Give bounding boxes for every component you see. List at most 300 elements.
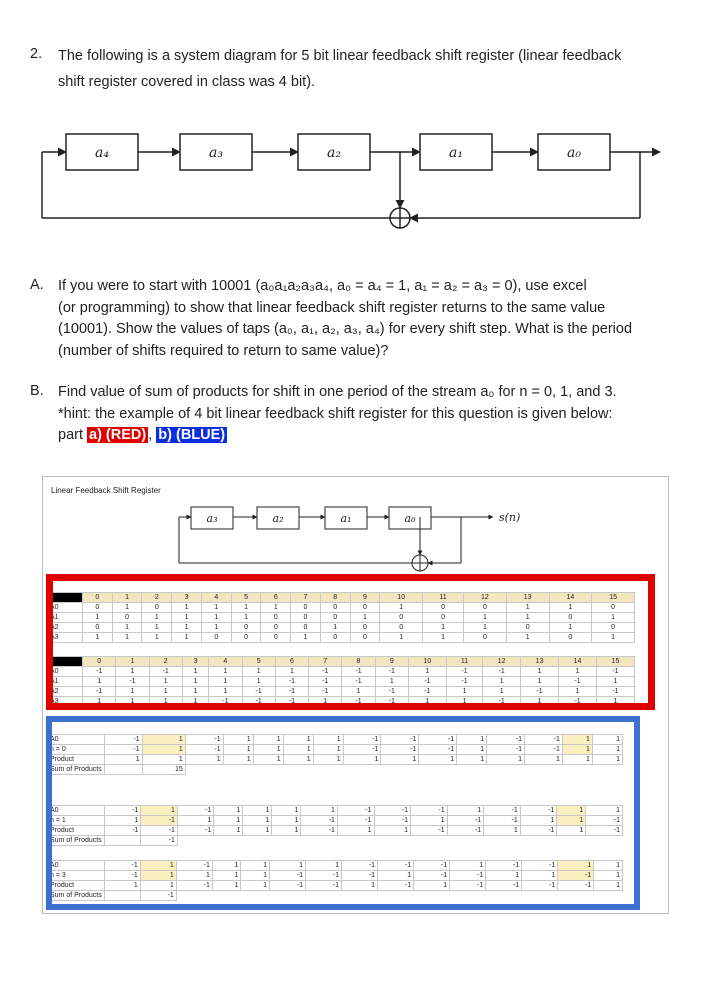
- table-cell: -1: [484, 816, 521, 826]
- table-cell: 0: [231, 633, 261, 643]
- table-cell: -1: [558, 881, 594, 891]
- table-cell: -1: [419, 745, 457, 755]
- table-cell: -1: [450, 881, 486, 891]
- table-cell: 1: [182, 697, 208, 707]
- table-cell: -1: [104, 826, 141, 836]
- table-cell: 0: [320, 603, 350, 613]
- row-label: Product: [48, 826, 105, 836]
- table-cell: -1: [483, 667, 521, 677]
- register-a2: a₂: [327, 145, 341, 161]
- header-cell: 9: [350, 593, 380, 603]
- table-cell: 1: [223, 735, 253, 745]
- table-cell: 1: [350, 613, 380, 623]
- row-label: A2: [48, 687, 83, 697]
- row-label: A0: [48, 806, 105, 816]
- table-cell: -1: [306, 871, 342, 881]
- table-cell: 1: [182, 687, 208, 697]
- table-cell: -1: [411, 806, 448, 816]
- table-cell: 1: [506, 633, 549, 643]
- table-cell: 1: [214, 826, 243, 836]
- table-cell: 1: [596, 677, 634, 687]
- table-cell: -1: [116, 677, 149, 687]
- table-cell: 1: [506, 613, 549, 623]
- table-cell: 1: [272, 826, 301, 836]
- table-cell: -1: [177, 806, 214, 816]
- table-cell: 0: [549, 633, 592, 643]
- table-cell: 1: [142, 735, 185, 745]
- table-cell: -1: [176, 861, 212, 871]
- table-cell: -1: [342, 667, 375, 677]
- header-cell: 11: [446, 657, 482, 667]
- table-cell: -1: [269, 871, 305, 881]
- table-cell: 1: [243, 806, 272, 816]
- table-cell: 1: [83, 677, 116, 687]
- table-cell: -1: [586, 816, 623, 826]
- table-cell: -1: [522, 861, 558, 871]
- table-cell: 1: [104, 816, 141, 826]
- part-b-label: B.: [30, 383, 44, 399]
- table-cell: 1: [557, 806, 586, 816]
- table-cell: 1: [457, 735, 487, 745]
- table-cell: 1: [594, 871, 623, 881]
- table-cell: 1: [253, 755, 283, 765]
- header-cell: 10: [380, 593, 423, 603]
- table-cell: 1: [112, 603, 142, 613]
- table-cell: -1: [484, 806, 521, 816]
- table-cell: -1: [269, 881, 305, 891]
- table-cell: 1: [142, 623, 172, 633]
- table-cell: 1: [557, 816, 586, 826]
- sheet-register-a2: a₂: [272, 512, 284, 525]
- table-cell: 1: [142, 613, 172, 623]
- table-cell: -1: [447, 826, 484, 836]
- part-a-label: A.: [30, 277, 44, 293]
- sum-label: Sum of Products: [48, 836, 105, 846]
- row-label: n = 0: [48, 745, 105, 755]
- header-cell: 2: [149, 657, 182, 667]
- table-cell: 0: [261, 613, 291, 623]
- table-cell: 1: [291, 633, 321, 643]
- table-cell: 0: [261, 633, 291, 643]
- question-line-1: The following is a system diagram for 5 bit linear feedback shift register (linear feedback: [58, 48, 622, 64]
- table-cell: 1: [269, 861, 305, 871]
- table-cell: -1: [343, 735, 381, 745]
- table-cell: 1: [116, 687, 149, 697]
- register-a3: a₃: [209, 145, 223, 161]
- table-cell: 1: [408, 667, 446, 677]
- question-line-2: shift register covered in class was 4 bit).: [58, 74, 316, 90]
- table-cell: -1: [83, 667, 116, 677]
- table-cell: -1: [381, 745, 419, 755]
- table-cell: -1: [520, 826, 557, 836]
- table-cell: 1: [447, 806, 484, 816]
- table-cell: 0: [549, 613, 592, 623]
- table-cell: 0: [320, 633, 350, 643]
- table-cell: 0: [464, 633, 507, 643]
- table-cell: 1: [423, 633, 464, 643]
- header-cell: 15: [596, 657, 634, 667]
- blue-label: b) (BLUE): [158, 427, 226, 443]
- table-cell: -1: [306, 881, 342, 891]
- table-cell: 0: [112, 613, 142, 623]
- header-cell: 4: [201, 593, 231, 603]
- table-cell: 1: [172, 603, 202, 613]
- table-cell: -1: [301, 826, 338, 836]
- table-cell: 1: [337, 826, 374, 836]
- header-cell: 4: [209, 657, 242, 667]
- table-cell: -1: [559, 697, 597, 707]
- row-label: A1: [48, 677, 83, 687]
- table-cell: 0: [261, 623, 291, 633]
- table-cell: 1: [172, 633, 202, 643]
- table-cell: 1: [380, 603, 423, 613]
- table-cell: 1: [549, 623, 592, 633]
- table-cell: -1: [242, 687, 275, 697]
- table-cell: 1: [525, 755, 563, 765]
- table-cell: -1: [446, 667, 482, 677]
- table-cell: 1: [562, 745, 592, 755]
- table-cell: 1: [592, 735, 622, 745]
- header-cell: 0: [83, 657, 116, 667]
- table-cell: -1: [83, 687, 116, 697]
- table-cell: 1: [104, 755, 142, 765]
- table-cell: -1: [104, 861, 140, 871]
- table-cell: -1: [309, 667, 342, 677]
- header-cell: 2: [142, 593, 172, 603]
- table-cell: 1: [549, 603, 592, 613]
- sum-value: -1: [140, 891, 176, 901]
- sheet-title: Linear Feedback Shift Register: [51, 486, 161, 495]
- table-cell: 1: [309, 697, 342, 707]
- table-cell: 1: [83, 613, 113, 623]
- register-a0: a₀: [567, 145, 581, 161]
- table-cell: 1: [116, 667, 149, 677]
- table-cell: -1: [176, 881, 212, 891]
- table-cell: 0: [291, 623, 321, 633]
- table-cell: -1: [104, 735, 142, 745]
- table-cell: 1: [242, 667, 275, 677]
- header-cell: 6: [275, 657, 308, 667]
- table-cell: 1: [243, 816, 272, 826]
- header-cell: 13: [506, 593, 549, 603]
- table-cell: 1: [596, 697, 634, 707]
- table-cell: -1: [419, 735, 457, 745]
- part-b-text: Find value of sum of products for shift in one period of the stream a₀ for n = 0, 1, and 3. *hint: the example of 4 bit linear feedback shift register for this question is given below: part a) (RED) , b) (BLUE): [58, 384, 617, 443]
- table-cell: 1: [140, 871, 176, 881]
- table-cell: -1: [375, 667, 408, 677]
- table-cell: -1: [411, 826, 448, 836]
- sum-label: Sum of Products: [48, 891, 105, 901]
- table-cell: 0: [380, 613, 423, 623]
- row-label: A0: [48, 603, 83, 613]
- table-cell: 1: [272, 816, 301, 826]
- table-cell: 0: [350, 603, 380, 613]
- table-cell: 1: [209, 677, 242, 687]
- table-cell: 1: [104, 881, 140, 891]
- header-cell: 10: [408, 657, 446, 667]
- table-cell: 1: [306, 861, 342, 871]
- table-cell: 1: [521, 667, 559, 677]
- table-cell: -1: [375, 687, 408, 697]
- table-cell: -1: [242, 697, 275, 707]
- table-cell: 1: [586, 806, 623, 816]
- table-cell: 1: [592, 755, 622, 765]
- table-cell: -1: [104, 806, 141, 816]
- row-label: A3: [48, 697, 83, 707]
- table-cell: 1: [592, 745, 622, 755]
- table-cell: 1: [223, 745, 253, 755]
- table-cell: 1: [272, 806, 301, 816]
- table-cell: 1: [522, 871, 558, 881]
- header-cell: 11: [423, 593, 464, 603]
- table-cell: -1: [185, 745, 223, 755]
- table-cell: -1: [486, 881, 522, 891]
- table-cell: 1: [411, 816, 448, 826]
- table-cell: 1: [446, 687, 482, 697]
- table-cell: -1: [177, 826, 214, 836]
- table-cell: 1: [172, 613, 202, 623]
- table-cell: -1: [342, 697, 375, 707]
- table-cell: 1: [201, 613, 231, 623]
- header-cell: 14: [559, 657, 597, 667]
- table-cell: 1: [446, 697, 482, 707]
- table-cell: -1: [275, 687, 308, 697]
- table-cell: -1: [275, 677, 308, 687]
- header-cell: 5: [242, 657, 275, 667]
- table-cell: 1: [116, 697, 149, 707]
- table-cell: -1: [559, 677, 597, 687]
- table-cell: 1: [212, 881, 241, 891]
- table-cell: 1: [375, 677, 408, 687]
- table-cell: 1: [261, 603, 291, 613]
- table-cell: -1: [381, 735, 419, 745]
- table-cell: 1: [231, 603, 261, 613]
- header-cell: 3: [182, 657, 208, 667]
- table-cell: -1: [337, 816, 374, 826]
- table-cell: 1: [457, 755, 487, 765]
- table-cell: -1: [104, 871, 140, 881]
- table-cell: 0: [142, 603, 172, 613]
- table-cell: -1: [342, 677, 375, 687]
- header-cell: 6: [261, 593, 291, 603]
- table-cell: 0: [83, 603, 113, 613]
- table-cell: 1: [241, 861, 270, 871]
- row-label: A0: [48, 861, 105, 871]
- table-cell: -1: [487, 745, 525, 755]
- table-cell: 1: [209, 667, 242, 677]
- table-cell: 1: [253, 735, 283, 745]
- table-cell: 1: [201, 623, 231, 633]
- table-cell: 1: [212, 871, 241, 881]
- table-cell: 0: [592, 623, 635, 633]
- header-cell: 15: [592, 593, 635, 603]
- table-cell: 1: [557, 826, 586, 836]
- row-label: A1: [48, 613, 83, 623]
- table-cell: 1: [381, 755, 419, 765]
- table-cell: 1: [592, 633, 635, 643]
- table-cell: 1: [231, 613, 261, 623]
- table-cell: 1: [283, 745, 313, 755]
- table-cell: 1: [242, 677, 275, 687]
- header-cell: 0: [83, 593, 113, 603]
- table-cell: 1: [457, 745, 487, 755]
- table-cell: -1: [447, 816, 484, 826]
- table-cell: 1: [521, 697, 559, 707]
- header-cell: 7: [309, 657, 342, 667]
- table-cell: 0: [506, 623, 549, 633]
- table-cell: 1: [450, 861, 486, 871]
- table-cell: 0: [350, 633, 380, 643]
- table-cell: 1: [177, 816, 214, 826]
- question-number: 2.: [30, 46, 43, 62]
- table-cell: 1: [562, 735, 592, 745]
- table-cell: -1: [525, 735, 563, 745]
- table-cell: 1: [380, 633, 423, 643]
- table-cell: 1: [142, 745, 185, 755]
- table-cell: 1: [112, 633, 142, 643]
- table-cell: 1: [201, 603, 231, 613]
- table-cell: 1: [313, 755, 343, 765]
- sheet-output-label: s(n): [499, 511, 521, 524]
- row-label: n = 1: [48, 816, 105, 826]
- row-label: A2: [48, 623, 83, 633]
- table-cell: -1: [342, 871, 378, 881]
- table-cell: -1: [596, 687, 634, 697]
- sum-label: Sum of Products: [48, 765, 105, 775]
- table-cell: 1: [176, 871, 212, 881]
- table-cell: 1: [253, 745, 283, 755]
- header-cell: 8: [342, 657, 375, 667]
- table-cell: 1: [486, 871, 522, 881]
- register-a1: a₁: [449, 145, 463, 161]
- table-cell: 0: [350, 623, 380, 633]
- table-cell: -1: [446, 677, 482, 687]
- table-cell: 1: [592, 613, 635, 623]
- table-cell: 0: [423, 603, 464, 613]
- table-cell: 1: [594, 861, 623, 871]
- header-cell: 5: [231, 593, 261, 603]
- table-cell: 1: [214, 806, 243, 816]
- table-cell: 1: [223, 755, 253, 765]
- table-cell: -1: [520, 806, 557, 816]
- table-cell: 1: [483, 687, 521, 697]
- table-cell: -1: [375, 697, 408, 707]
- table-cell: -1: [596, 667, 634, 677]
- table-cell: -1: [309, 687, 342, 697]
- table-cell: -1: [450, 871, 486, 881]
- lfsr-diagram: [0, 112, 727, 252]
- table-cell: 1: [562, 755, 592, 765]
- table-cell: 1: [558, 861, 594, 871]
- table-cell: 1: [83, 633, 113, 643]
- header-cell: 3: [172, 593, 202, 603]
- table-cell: 0: [380, 623, 423, 633]
- row-label: A0: [48, 735, 105, 745]
- table-cell: -1: [275, 697, 308, 707]
- table-cell: 1: [521, 677, 559, 687]
- row-label: A0: [48, 667, 83, 677]
- table-cell: 1: [506, 603, 549, 613]
- header-cell: 9: [375, 657, 408, 667]
- table-cell: -1: [525, 745, 563, 755]
- table-cell: 1: [142, 633, 172, 643]
- table-cell: 1: [378, 871, 414, 881]
- table-cell: 1: [149, 687, 182, 697]
- table-cell: 1: [343, 755, 381, 765]
- table-cell: 1: [483, 677, 521, 687]
- table-cell: -1: [337, 806, 374, 816]
- table-cell: 1: [313, 735, 343, 745]
- table-cell: -1: [414, 871, 450, 881]
- table-cell: 1: [185, 755, 223, 765]
- table-cell: -1: [209, 697, 242, 707]
- table-cell: 1: [464, 613, 507, 623]
- register-a4: a₄: [95, 145, 109, 161]
- table-cell: 1: [140, 861, 176, 871]
- table-cell: -1: [414, 861, 450, 871]
- table-cell: 1: [414, 881, 450, 891]
- table-cell: 1: [140, 881, 176, 891]
- table-cell: -1: [487, 735, 525, 745]
- table-cell: 1: [141, 806, 178, 816]
- table-cell: -1: [104, 745, 142, 755]
- sheet-register-a1: a₁: [340, 512, 352, 525]
- table-cell: 1: [172, 623, 202, 633]
- table-cell: 1: [283, 755, 313, 765]
- table-cell: 0: [291, 603, 321, 613]
- table-cell: 1: [283, 735, 313, 745]
- table-cell: 1: [241, 871, 270, 881]
- header-cell: 1: [112, 593, 142, 603]
- table-cell: 1: [241, 881, 270, 891]
- table-cell: 1: [313, 745, 343, 755]
- header-cell: 13: [521, 657, 559, 667]
- part-a-text: If you were to start with 10001 (a₀a₁a₂a₃a₄, a₀ = a₄ = 1, a₁ = a₂ = a₃ = 0), use excel (or programming) to show that linear feedback shift register returns to the same value (10001). Show the values of taps (a₀, a₁, a₂, a₃, a₄) for every shift step. What is the period (number of shifts required to return to same value)?: [58, 278, 633, 359]
- table-cell: 1: [320, 623, 350, 633]
- table-cell: 1: [342, 687, 375, 697]
- table-cell: -1: [483, 697, 521, 707]
- table-cell: 1: [374, 826, 411, 836]
- table-cell: 0: [201, 633, 231, 643]
- table-cell: 1: [423, 623, 464, 633]
- table-cell: -1: [374, 816, 411, 826]
- table-cell: 1: [209, 687, 242, 697]
- sheet-register-a0: a₀: [404, 512, 416, 525]
- table-cell: -1: [309, 677, 342, 687]
- table-cell: 1: [243, 826, 272, 836]
- table-cell: -1: [301, 816, 338, 826]
- blue-highlight-box: [46, 716, 640, 910]
- header-cell: 12: [464, 593, 507, 603]
- table-cell: 1: [212, 861, 241, 871]
- header-cell: 8: [320, 593, 350, 603]
- header-cell: 7: [291, 593, 321, 603]
- table-cell: -1: [141, 826, 178, 836]
- table-cell: 0: [231, 623, 261, 633]
- sum-value: 15: [142, 765, 185, 775]
- table-cell: -1: [141, 816, 178, 826]
- table-cell: 0: [464, 603, 507, 613]
- table-cell: -1: [521, 687, 559, 697]
- table-cell: 0: [320, 613, 350, 623]
- table-cell: 1: [149, 697, 182, 707]
- table-cell: 0: [592, 603, 635, 613]
- table-cell: 0: [423, 613, 464, 623]
- table-cell: 1: [487, 755, 525, 765]
- table-cell: 0: [83, 623, 113, 633]
- row-label: A3: [48, 633, 83, 643]
- table-cell: 1: [520, 816, 557, 826]
